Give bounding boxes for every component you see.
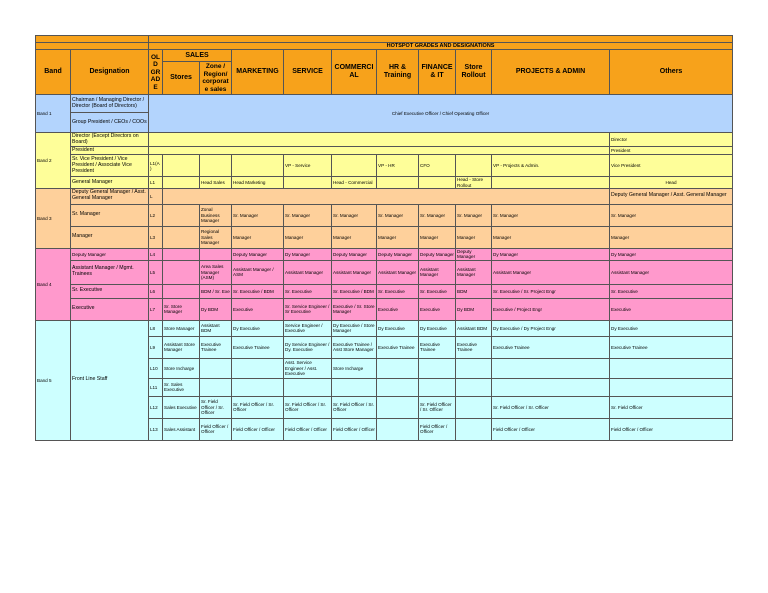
grade-cell: L1: [149, 177, 163, 189]
header-old-grade: OLD GR ADE: [149, 50, 163, 95]
header-hr: HR & Training: [377, 50, 419, 95]
grade-cell: L12: [149, 396, 163, 418]
others-cell: Executive: [610, 298, 733, 320]
finance-cell: Assistant Manager: [419, 260, 456, 284]
finance-cell: Executive: [419, 298, 456, 320]
rollout-cell: BDM: [456, 284, 492, 298]
hr-cell: Sr. Executive: [377, 284, 419, 298]
table-row: [36, 155, 733, 177]
marketing-cell: Dy Executive: [232, 320, 284, 336]
others-cell: Executive Trainee: [610, 336, 733, 358]
commercial-cell: Sr. Executive / BDM: [332, 284, 377, 298]
service-cell: Sr. Service Engineer / Sr Executive: [284, 298, 332, 320]
grade-cell: L2: [149, 204, 163, 226]
grade-cell: L13: [149, 418, 163, 440]
title-row: [36, 36, 733, 43]
marketing-cell: Manager: [232, 226, 284, 248]
hr-cell: Dy Executive: [377, 320, 419, 336]
stores-cell: Sr. Store Manager: [163, 298, 200, 320]
others-cell: Manager: [610, 226, 733, 248]
others-cell: Field Officer / Officer: [610, 418, 733, 440]
designation-cell: Sr. Executive: [71, 284, 149, 298]
table-row: [36, 284, 733, 298]
stores-cell: Assistant Store Manager: [163, 336, 200, 358]
header-marketing: MARKETING: [232, 50, 284, 95]
others-cell: Vice President: [610, 155, 733, 177]
band-label: Band 2: [36, 133, 71, 189]
grade-cell: L3: [149, 226, 163, 248]
others-cell: Deputy General Manager / Asst. General Manager: [610, 188, 733, 204]
designation-cell: Manager: [71, 226, 149, 248]
header-sales: SALES: [163, 50, 232, 62]
zone-cell: Dy BDM: [200, 298, 232, 320]
others-cell: President: [610, 147, 733, 155]
marketing-cell: Sr. Executive / BDM: [232, 284, 284, 298]
others-cell: Sr. Manager: [610, 204, 733, 226]
rollout-cell: Manager: [456, 226, 492, 248]
projects-cell: Assistant Manager: [492, 260, 610, 284]
hr-cell: Executive: [377, 298, 419, 320]
grade-cell: L6: [149, 284, 163, 298]
finance-cell: Sr. Manager: [419, 204, 456, 226]
table-row: [36, 133, 733, 147]
band-label: Band 5: [36, 320, 71, 440]
header-designation: Designation: [71, 50, 149, 95]
designation-cell: Group President / CEOs / COOs: [71, 113, 149, 133]
commercial-cell: Field Officer / Officer: [332, 418, 377, 440]
zone-cell: Field Officer / Officer: [200, 418, 232, 440]
header-finance: FINANCE & IT: [419, 50, 456, 95]
others-cell: Assistant Manager: [610, 260, 733, 284]
header-band: Band: [36, 50, 71, 95]
header-projects: PROJECTS & ADMIN: [492, 50, 610, 95]
projects-cell: Sr. Executive / Sr. Project Engr: [492, 284, 610, 298]
service-cell: Sr. Field Officer / Sr. Officer: [284, 396, 332, 418]
rollout-cell: Head - Store Rollout: [456, 177, 492, 189]
service-cell: Field Officer / Officer: [284, 418, 332, 440]
service-cell: Assistant Manager: [284, 260, 332, 284]
designation-cell: Deputy Manager: [71, 248, 149, 260]
span-cell: Chief Executive Officer / Chief Operating Officer: [149, 95, 733, 133]
others-cell: Head: [610, 177, 733, 189]
sheet-title: HOTSPOT GRADES AND DESIGNATIONS: [149, 43, 733, 50]
marketing-cell: Assistant Manager / ASM: [232, 260, 284, 284]
stores-cell: Store Manager: [163, 320, 200, 336]
designation-cell: Front Line Staff: [71, 320, 149, 440]
commercial-cell: Sr. Manager: [332, 204, 377, 226]
zone-cell: Executive Trainee: [200, 336, 232, 358]
hr-cell: Assistant Manager: [377, 260, 419, 284]
commercial-cell: Sr. Field Officer / Sr. Officer: [332, 396, 377, 418]
zone-cell: Sr. Field Officer / Sr. Officer: [200, 396, 232, 418]
rollout-cell: Assistant BDM: [456, 320, 492, 336]
table-row: [36, 204, 733, 226]
hr-cell: Manager: [377, 226, 419, 248]
header-store-rollout: Store Rollout: [456, 50, 492, 95]
commercial-cell: Assistant Manager: [332, 260, 377, 284]
projects-cell: Dy Manager: [492, 248, 610, 260]
header-zone: Zone / Region/ corporate sales: [200, 62, 232, 95]
table-row: [36, 260, 733, 284]
designation-cell: Chairman / Managing Director / Director (Board of Directors): [71, 95, 149, 113]
table-row: [36, 188, 733, 204]
projects-cell: Executive Trainee: [492, 336, 610, 358]
service-cell: Service Engineer / Executive: [284, 320, 332, 336]
designation-cell: Sr. Vice President / Vice President / Associate Vice President: [71, 155, 149, 177]
service-cell: Asst. Service Engineer / Asst. Executive: [284, 358, 332, 378]
finance-cell: CFO: [419, 155, 456, 177]
projects-cell: Dy Executive / Dy Project Engr: [492, 320, 610, 336]
finance-cell: Sr. Field Officer / Sr. Officer: [419, 396, 456, 418]
hr-cell: Deputy Manager: [377, 248, 419, 260]
hr-cell: Executive Trainee: [377, 336, 419, 358]
grade-cell: L11: [149, 378, 163, 396]
commercial-cell: Store Incharge: [332, 358, 377, 378]
designation-cell: Executive: [71, 298, 149, 320]
commercial-cell: Dy Executive / Store Manager: [332, 320, 377, 336]
zone-cell: BDM / Sr. Exe: [200, 284, 232, 298]
band-label: Band 3: [36, 188, 71, 248]
rollout-cell: Dy BDM: [456, 298, 492, 320]
others-cell: Dy Manager: [610, 248, 733, 260]
table-row: [36, 177, 733, 189]
table-row: [36, 226, 733, 248]
grade-cell: L9: [149, 336, 163, 358]
projects-cell: VP - Projects & Admin.: [492, 155, 610, 177]
sheet-title-row: [36, 43, 733, 50]
service-cell: Manager: [284, 226, 332, 248]
grade-cell: L4: [149, 248, 163, 260]
others-cell: Sr. Executive: [610, 284, 733, 298]
service-cell: VP - Service: [284, 155, 332, 177]
marketing-cell: Sr. Field Officer / Sr. Officer: [232, 396, 284, 418]
commercial-cell: Manager: [332, 226, 377, 248]
grade-cell: L: [149, 188, 163, 204]
service-cell: Sr. Executive: [284, 284, 332, 298]
header-stores: Stores: [163, 62, 200, 95]
designation-cell: Sr. Manager: [71, 204, 149, 226]
finance-cell: Executive Trainee: [419, 336, 456, 358]
grade-cell: L5: [149, 260, 163, 284]
grade-cell: L10: [149, 358, 163, 378]
zone-cell: Area Sales Manager (ASM): [200, 260, 232, 284]
others-cell: Dy Executive: [610, 320, 733, 336]
designation-cell: President: [71, 147, 149, 155]
service-cell: Dy Manager: [284, 248, 332, 260]
grade-cell: L7: [149, 298, 163, 320]
marketing-cell: Head Marketing: [232, 177, 284, 189]
marketing-cell: Executive Trainee: [232, 336, 284, 358]
finance-cell: Dy Executive: [419, 320, 456, 336]
finance-cell: Field Officer / Officer: [419, 418, 456, 440]
table-row: [36, 320, 733, 336]
header-commercial: COMMERCIAL: [332, 50, 377, 95]
projects-cell: Field Officer / Officer: [492, 418, 610, 440]
zone-cell: Head Sales: [200, 177, 232, 189]
hr-cell: Sr. Manager: [377, 204, 419, 226]
others-cell: Director: [610, 133, 733, 147]
rollout-cell: Sr. Manager: [456, 204, 492, 226]
grade-cell: L8: [149, 320, 163, 336]
zone-cell: Regional Sales Manager: [200, 226, 232, 248]
projects-cell: Executive / Project Engr: [492, 298, 610, 320]
header-others: Others: [610, 50, 733, 95]
stores-cell: Sr. Sales Executive: [163, 378, 200, 396]
band-label: Band 4: [36, 248, 71, 320]
designation-cell: Director (Except Directors on Board): [71, 133, 149, 147]
projects-cell: Sr. Field Officer / Sr. Officer: [492, 396, 610, 418]
rollout-cell: Assistant Manager: [456, 260, 492, 284]
designation-cell: General Manager: [71, 177, 149, 189]
zone-cell: Assistant BDM: [200, 320, 232, 336]
service-cell: Dy Service Engineer / Dy. Executive: [284, 336, 332, 358]
rollout-cell: Deputy Manager: [456, 248, 492, 260]
marketing-cell: Sr. Manager: [232, 204, 284, 226]
marketing-cell: Field Officer / Officer: [232, 418, 284, 440]
others-cell: Sr. Field Officer: [610, 396, 733, 418]
zone-cell: Zonal Business Manager: [200, 204, 232, 226]
stores-cell: Sales Executive: [163, 396, 200, 418]
projects-cell: Sr. Manager: [492, 204, 610, 226]
grades-table: [35, 35, 733, 441]
projects-cell: Manager: [492, 226, 610, 248]
commercial-cell: Deputy Manager: [332, 248, 377, 260]
finance-cell: Manager: [419, 226, 456, 248]
commercial-cell: Executive Trainee / Asst Store Manager: [332, 336, 377, 358]
finance-cell: Deputy Manager: [419, 248, 456, 260]
marketing-cell: Deputy Manager: [232, 248, 284, 260]
commercial-cell: Head - Commercial: [332, 177, 377, 189]
table-row: [36, 248, 733, 260]
designation-cell: Assistant Manager / Mgmt. Trainees: [71, 260, 149, 284]
hr-cell: VP - HR: [377, 155, 419, 177]
designation-cell: Deputy General Manager / Asst. General Manager: [71, 188, 149, 204]
header-row-1: [36, 50, 733, 62]
table-row: [36, 298, 733, 320]
service-cell: Sr. Manager: [284, 204, 332, 226]
band-label: Band 1: [36, 95, 71, 133]
header-service: SERVICE: [284, 50, 332, 95]
stores-cell: Store Incharge: [163, 358, 200, 378]
commercial-cell: Executive / Sr. Store Manager: [332, 298, 377, 320]
marketing-cell: Executive: [232, 298, 284, 320]
table-row: [36, 95, 733, 113]
stores-cell: Sales Assistant: [163, 418, 200, 440]
table-row: [36, 147, 733, 155]
finance-cell: Sr. Executive: [419, 284, 456, 298]
grade-cell: L1(A): [149, 155, 163, 177]
rollout-cell: Executive Trainee: [456, 336, 492, 358]
